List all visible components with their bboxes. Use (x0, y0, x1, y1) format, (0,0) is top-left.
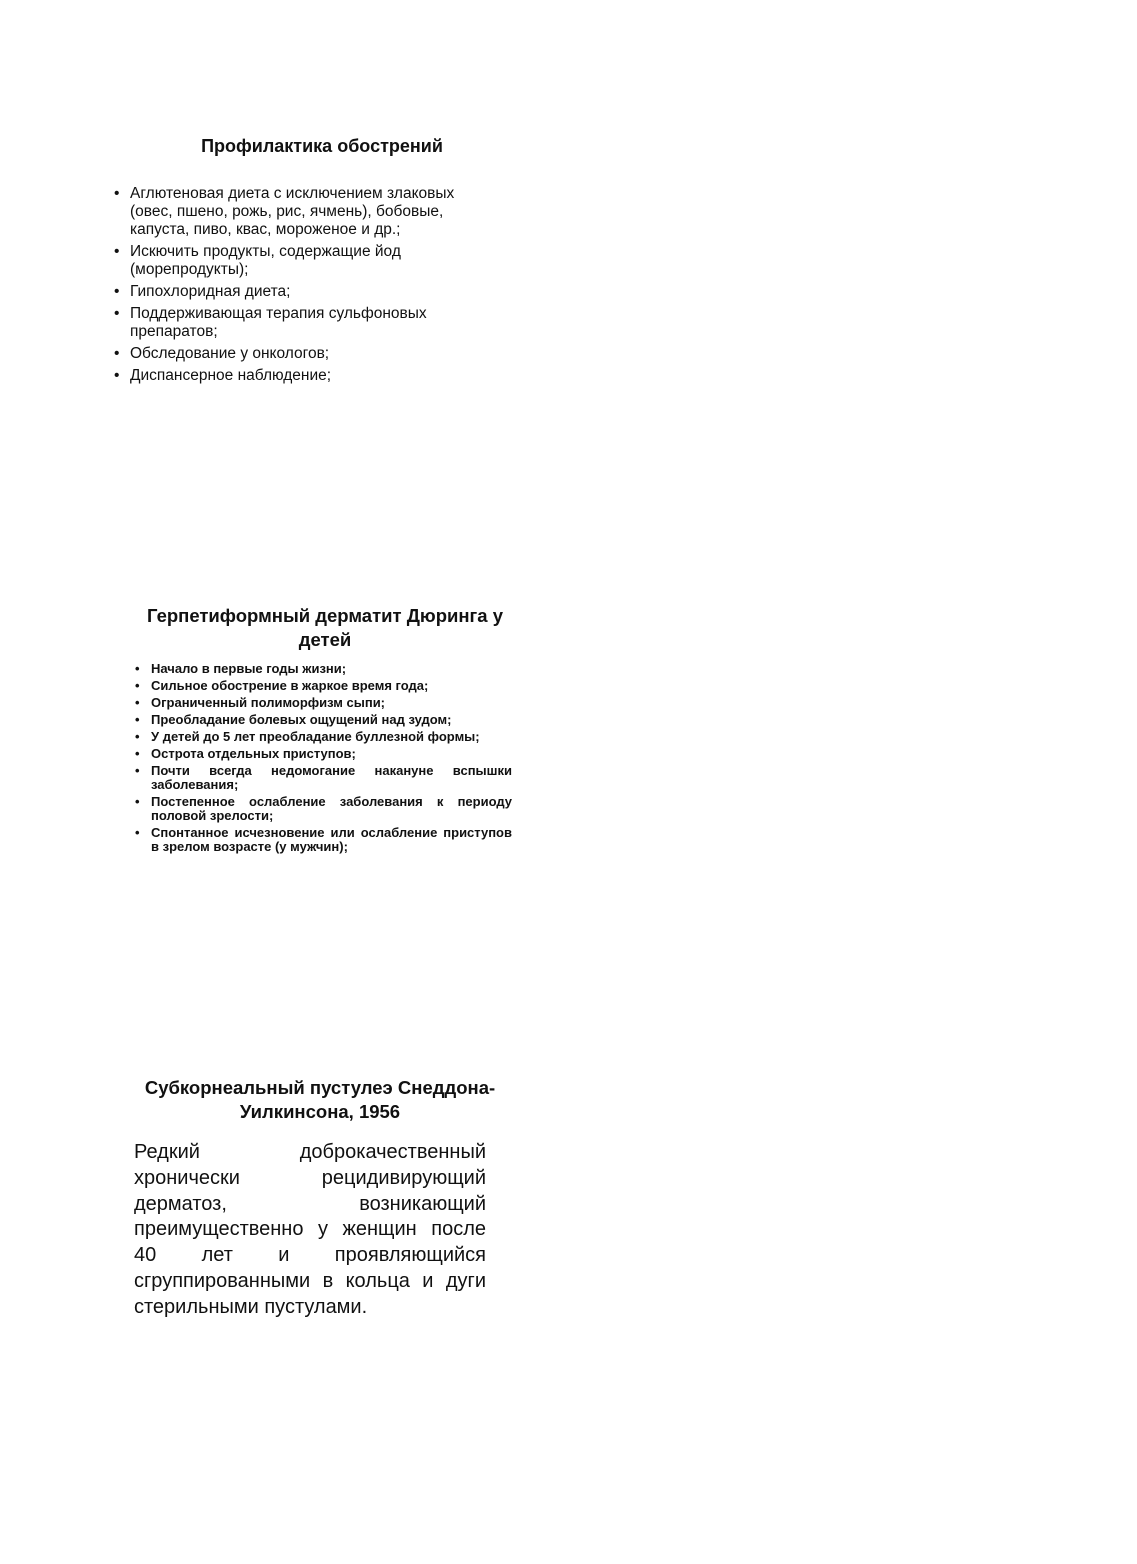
list-item: • Гипохлоридная диета; (112, 283, 480, 301)
slide-title: Герпетиформный дерматит Дюринга у детей (147, 605, 503, 650)
list-item: • Аглютеновая диета с исключением злаковых (овес, пшено, рожь, рис, ячмень), бобовые, капуста, пиво, квас, мороженое и др.; (112, 185, 480, 239)
slide-duhring-children (130, 604, 520, 857)
list-item: • Искючить продукты, содержащие йод (морепродукты); (112, 243, 480, 279)
list-item: • Постепенное ослабление заболевания к периоду половой зрелости; (130, 795, 512, 823)
list-item: • Начало в первые годы жизни; (130, 662, 512, 676)
list-item: • Почти всегда недомогание накануне вспышки заболевания; (130, 764, 512, 792)
bullet-list (112, 185, 532, 385)
list-item: • Преобладание болевых ощущений над зудом; (130, 713, 512, 727)
list-item: • Ограниченный полиморфизм сыпи; (130, 696, 512, 710)
list-item: • Обследование у онкологов; (112, 345, 480, 363)
slide-sneddon-wilkinson (134, 1076, 496, 1321)
slide-prevention (112, 136, 532, 389)
bullet-list (130, 662, 520, 854)
list-item: • Поддерживающая терапия сульфоновых препаратов; (112, 305, 480, 341)
list-item: • Острота отдельных приступов; (130, 747, 512, 761)
list-item: • Сильное обострение в жаркое время года; (130, 679, 512, 693)
list-item: • Спонтанное исчезновение или ослабление приступов в зрелом возрасте (у мужчин); (130, 826, 512, 854)
body-paragraph: Редкий доброкачественный хронически рецидивирующий дерматоз, возникающий преимущественно у женщин после 40 лет и проявляющийся сгруппированными в кольца и дуги стерильными пустулами. (134, 1141, 486, 1318)
list-item: • У детей до 5 лет преобладание буллезной формы; (130, 730, 512, 744)
slide-title: Профилактика обострений (201, 136, 443, 156)
list-item: • Диспансерное наблюдение; (112, 367, 480, 385)
slide-title: Субкорнеальный пустулеэ Снеддона-Уилкинсона, 1956 (144, 1077, 496, 1122)
